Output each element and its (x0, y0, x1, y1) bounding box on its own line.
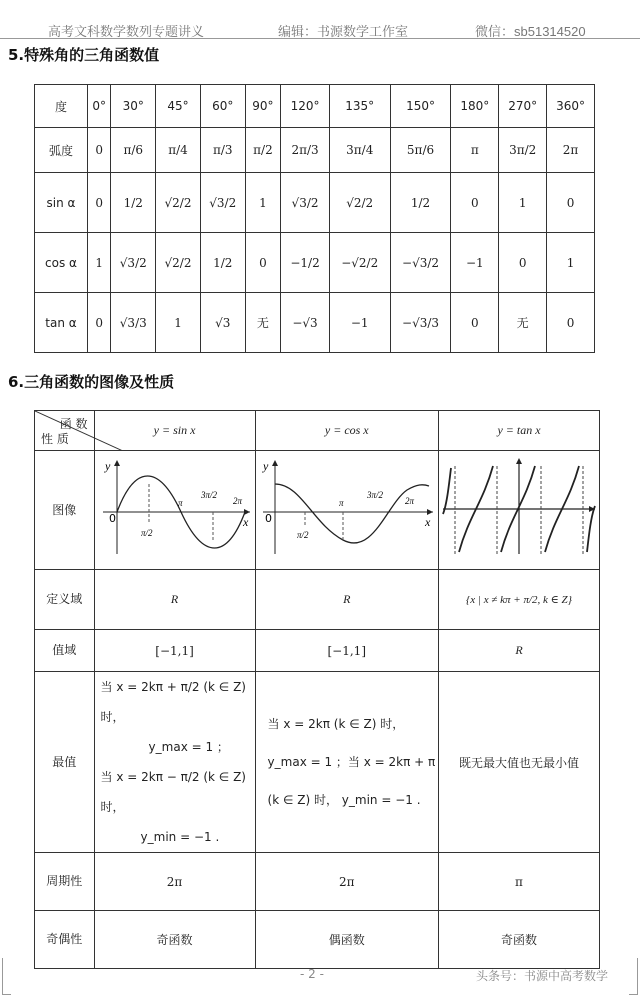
sin-cell: 0 (451, 173, 499, 233)
deg-cell: 60° (200, 85, 245, 128)
cos-cell: 0 (245, 233, 281, 293)
tan-graph-cell (438, 451, 599, 570)
deg-cell: 30° (111, 85, 156, 128)
rad-cell: π (451, 128, 499, 173)
deg-cell: 135° (329, 85, 390, 128)
parity-cos: 偶函数 (255, 911, 438, 969)
extreme-sin-line1: 当 x = 2kπ + π/2 (k ∈ Z) 时， (100, 680, 246, 724)
rad-cell: 5π/6 (390, 128, 451, 173)
deg-cell: 45° (156, 85, 201, 128)
label-radian: 弧度 (35, 128, 88, 173)
page-number: - 2 - (300, 967, 324, 981)
label-graph: 图像 (35, 451, 95, 570)
period-sin: 2π (94, 853, 255, 911)
domain-sin: R (94, 570, 255, 630)
page-header (0, 0, 640, 40)
cos-graph-cell (255, 451, 438, 570)
deg-cell: 150° (390, 85, 451, 128)
crop-mark (629, 958, 638, 995)
row-graph (35, 451, 600, 570)
domain-cos: R (255, 570, 438, 630)
tan-cell: √3 (200, 293, 245, 353)
cos-cell: 0 (499, 233, 547, 293)
row-extreme (35, 672, 600, 853)
deg-cell: 270° (499, 85, 547, 128)
row-header (35, 411, 600, 451)
row-degrees (35, 85, 595, 128)
tan-cell: 无 (245, 293, 281, 353)
deg-cell: 360° (547, 85, 595, 128)
sin-cell: 1 (245, 173, 281, 233)
row-radians (35, 128, 595, 173)
header-left: 高考文科数学数列专题讲义 (48, 24, 205, 39)
cos-2pi-label: 2π (404, 495, 414, 506)
label-degree: 度 (35, 85, 88, 128)
cos-cell: 1/2 (200, 233, 245, 293)
label-parity: 奇偶性 (35, 911, 95, 969)
tan-cell: √3/3 (111, 293, 156, 353)
sin-cell: √2/2 (329, 173, 390, 233)
cos-cell: −1 (451, 233, 499, 293)
extreme-cos-line2: y_max = 1 ；当 x = 2kπ + π (267, 755, 436, 769)
rad-cell: 3π/4 (329, 128, 390, 173)
period-tan: π (438, 853, 599, 911)
cos-cell: −√2/2 (329, 233, 390, 293)
cos-graph (257, 454, 437, 564)
deg-cell: 180° (451, 85, 499, 128)
label-domain: 定义域 (35, 570, 95, 630)
row-period (35, 853, 600, 911)
cos-origin-label: 0 (264, 511, 272, 525)
row-cos (35, 233, 595, 293)
cos-x-label: x (424, 514, 431, 529)
col-cos: y = cos x (255, 411, 438, 451)
cos-cell: −√3/2 (390, 233, 451, 293)
row-domain (35, 570, 600, 630)
range-tan: R (438, 630, 599, 672)
corner-top-label: 函 数 (59, 417, 88, 431)
sin-3pi2-label: 3π/2 (200, 489, 217, 500)
footer-source: 头条号：书源中高考数学 (476, 969, 609, 983)
corner-cell (35, 411, 95, 451)
tan-cell: 无 (499, 293, 547, 353)
sin-cell: 0 (88, 173, 111, 233)
cos-cell: −1/2 (281, 233, 330, 293)
tan-cell: 0 (547, 293, 595, 353)
extreme-sin-line2: y_max = 1 ； (148, 740, 229, 754)
extreme-tan: 既无最大值也无最小值 (438, 672, 599, 853)
deg-cell: 120° (281, 85, 330, 128)
row-range (35, 630, 600, 672)
cos-cell: √2/2 (156, 233, 201, 293)
row-tan (35, 293, 595, 353)
sin-cell: √3/2 (281, 173, 330, 233)
rad-cell: 2π (547, 128, 595, 173)
deg-cell: 0° (88, 85, 111, 128)
extreme-cos (255, 672, 438, 853)
tan-cell: −√3/3 (390, 293, 451, 353)
deg-cell: 90° (245, 85, 281, 128)
rad-cell: π/4 (156, 128, 201, 173)
sin-x-label: x (242, 514, 248, 529)
header-divider (0, 38, 640, 39)
header-middle: 编辑：书源数学工作室 (278, 24, 409, 39)
tan-cell: −√3 (281, 293, 330, 353)
cos-cell: 1 (547, 233, 595, 293)
label-range: 值域 (35, 630, 95, 672)
cos-pi-label: π (338, 497, 344, 508)
tan-cell: −1 (329, 293, 390, 353)
range-cos: [−1,1] (255, 630, 438, 672)
rad-cell: 0 (88, 128, 111, 173)
rad-cell: π/2 (245, 128, 281, 173)
row-sin (35, 173, 595, 233)
row-parity (35, 911, 600, 969)
sin-graph (95, 454, 255, 564)
parity-sin: 奇函数 (94, 911, 255, 969)
col-sin: y = sin x (94, 411, 255, 451)
corner-bottom-label: 性 质 (41, 432, 69, 446)
cos-3pi2-label: 3π/2 (366, 489, 383, 500)
tan-cell: 0 (451, 293, 499, 353)
parity-tan: 奇函数 (438, 911, 599, 969)
sin-cell: √3/2 (200, 173, 245, 233)
extreme-sin-line3: 当 x = 2kπ − π/2 (k ∈ Z) 时， (100, 770, 246, 814)
sin-cell: 1 (499, 173, 547, 233)
sin-pi2-label: π/2 (140, 527, 153, 538)
domain-tan: {x | x ≠ kπ + π/2, k ∈ Z} (438, 570, 599, 630)
period-cos: 2π (255, 853, 438, 911)
label-cos: cos α (35, 233, 88, 293)
extreme-sin (94, 672, 255, 853)
sin-cell: √2/2 (156, 173, 201, 233)
section5-title: 5.特殊角的三角函数值 (8, 46, 160, 64)
header-right: 微信：sb51314520 (475, 24, 586, 39)
sin-cell: 1/2 (390, 173, 451, 233)
rad-cell: π/6 (111, 128, 156, 173)
tan-graph (439, 454, 599, 564)
section6-title: 6.三角函数的图像及性质 (8, 373, 175, 391)
sin-graph-cell (94, 451, 255, 570)
range-sin: [−1,1] (94, 630, 255, 672)
rad-cell: 2π/3 (281, 128, 330, 173)
label-tan: tan α (35, 293, 88, 353)
sin-origin-label: 0 (108, 511, 116, 525)
tan-cell: 0 (88, 293, 111, 353)
sin-cell: 0 (547, 173, 595, 233)
trig-properties-table (34, 410, 600, 969)
col-tan: y = tan x (438, 411, 599, 451)
rad-cell: 3π/2 (499, 128, 547, 173)
cos-pi2-label: π/2 (296, 529, 309, 540)
label-extreme: 最值 (35, 672, 95, 853)
rad-cell: π/3 (200, 128, 245, 173)
sin-2pi-label: 2π (232, 495, 242, 506)
crop-mark (2, 958, 11, 995)
cos-cell: √3/2 (111, 233, 156, 293)
trig-values-table (34, 84, 595, 353)
extreme-cos-line3: (k ∈ Z) 时， y_min = −1 . (267, 793, 421, 807)
extreme-sin-line4: y_min = −1 . (140, 830, 220, 844)
tan-cell: 1 (156, 293, 201, 353)
sin-cell: 1/2 (111, 173, 156, 233)
label-period: 周期性 (35, 853, 95, 911)
sin-pi-label: π (177, 497, 183, 508)
cos-cell: 1 (88, 233, 111, 293)
sin-y-label: y (104, 458, 110, 473)
label-sin: sin α (35, 173, 88, 233)
cos-y-label: y (262, 458, 269, 473)
extreme-cos-line1: 当 x = 2kπ (k ∈ Z) 时， (267, 717, 405, 731)
